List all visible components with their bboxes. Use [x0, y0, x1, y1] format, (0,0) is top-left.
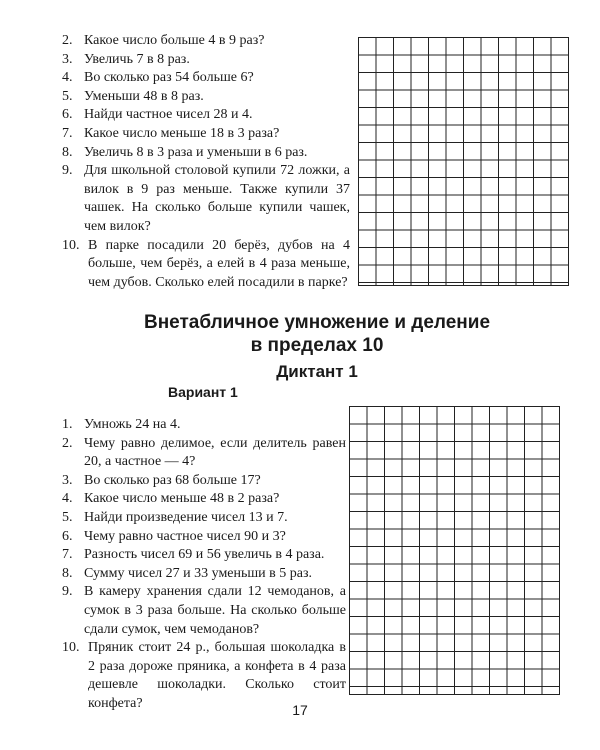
- problem-item: [62, 32, 350, 51]
- problem-text: Какое число меньше 48 в 2 раза?: [84, 491, 280, 507]
- problem-text: Увеличь 7 в 8 раз.: [84, 51, 190, 67]
- problem-item: [62, 51, 350, 70]
- problem-item: [62, 69, 350, 88]
- problem-text: Для школьной столовой купили 72 ложки, а вилок в 9 раз меньше. Также купили 37 чашек. На сколько больше купили чашек, чем вилок?: [84, 163, 350, 234]
- problem-text: Сумму чисел 27 и 33 уменьши в 5 раз.: [84, 565, 313, 581]
- problem-number: 7.: [62, 125, 73, 141]
- problem-item: [62, 565, 346, 584]
- answer-grid-top: [358, 37, 569, 286]
- variant-label: Вариант 1: [168, 384, 238, 400]
- problem-number: 1.: [62, 417, 73, 432]
- problem-item: [62, 106, 350, 125]
- problem-item: [62, 509, 346, 528]
- problem-item: [62, 416, 346, 435]
- problem-text: В камеру хранения сдали 12 чемоданов, а сумок в 3 раза больше. На сколько больше сдали сумок, чем чемоданов?: [84, 584, 346, 637]
- problem-number: 8.: [62, 144, 73, 160]
- problem-item: [62, 490, 346, 509]
- page-number: 17: [292, 702, 308, 718]
- problem-number: 10.: [62, 640, 80, 656]
- problem-text: Какое число больше 4 в 9 раз?: [84, 33, 265, 48]
- problem-number: 2.: [62, 33, 73, 48]
- problem-list-bottom: [62, 416, 346, 714]
- problem-text: Найди произведение чисел 13 и 7.: [84, 509, 288, 525]
- dictation-title: Диктант 1: [276, 362, 358, 381]
- problem-item: [62, 435, 346, 472]
- problem-item: [62, 583, 346, 639]
- section-title-line-2: в пределах 10: [250, 335, 384, 356]
- problem-number: 5.: [62, 509, 73, 525]
- problem-number: 8.: [62, 565, 73, 581]
- problem-item: [62, 472, 346, 491]
- problem-text: Пряник стоит 24 р., большая шоколадка в 2 раза дороже пряника, а конфета в 4 раза дешевле шоколадки. Сколько стоит конфета?: [88, 640, 346, 711]
- problem-text: Увеличь 8 в 3 раза и уменьши в 6 раз.: [84, 144, 308, 160]
- problem-text: В парке посадили 20 берёз, дубов на 4 больше, чем берёз, а елей в 4 раза меньше, чем дубов. Сколько елей посадили в парке?: [88, 237, 350, 290]
- problem-number: 5.: [62, 88, 73, 104]
- problem-number: 9.: [62, 163, 73, 179]
- problem-text: Какое число меньше 18 в 3 раза?: [84, 125, 280, 141]
- problem-list-top: [62, 32, 350, 292]
- problem-number: 2.: [62, 435, 73, 451]
- section-title: [62, 311, 572, 357]
- problem-number: 3.: [62, 472, 73, 488]
- problem-item: [62, 144, 350, 163]
- problem-number: 3.: [62, 51, 73, 67]
- problem-item: [62, 125, 350, 144]
- problem-item: [62, 546, 346, 565]
- problem-text: Разность чисел 69 и 56 увеличь в 4 раза.: [84, 547, 325, 563]
- problem-number: 4.: [62, 491, 73, 507]
- problem-item: [62, 162, 350, 236]
- problem-number: 6.: [62, 107, 73, 123]
- problem-text: Найди частное чисел 28 и 4.: [84, 107, 253, 123]
- problem-text: Чему равно частное чисел 90 и 3?: [84, 528, 286, 544]
- problem-text: Чему равно делимое, если делитель равен 20, а частное — 4?: [84, 435, 346, 470]
- problem-item: [62, 88, 350, 107]
- problem-number: 9.: [62, 584, 73, 600]
- problem-number: 4.: [62, 70, 73, 86]
- problem-text: Во сколько раз 68 больше 17?: [84, 472, 261, 488]
- problem-item: [62, 528, 346, 547]
- problem-text: Уменьши 48 в 8 раз.: [84, 88, 204, 104]
- problem-number: 7.: [62, 547, 73, 563]
- answer-grid-bottom: [349, 406, 560, 695]
- problem-text: Во сколько раз 54 больше 6?: [84, 70, 254, 86]
- problem-item: [62, 237, 350, 293]
- problem-number: 6.: [62, 528, 73, 544]
- section-title-line-1: Внетабличное умножение и деление: [143, 312, 491, 333]
- problem-text: Умножь 24 на 4.: [84, 417, 181, 432]
- problem-number: 10.: [62, 237, 80, 253]
